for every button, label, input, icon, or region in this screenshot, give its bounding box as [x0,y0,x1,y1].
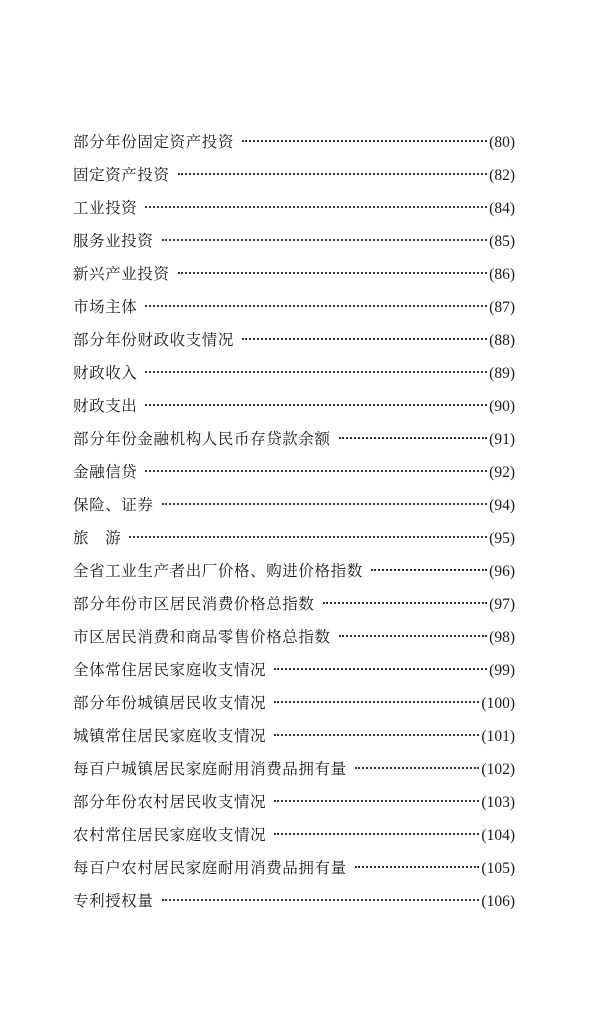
toc-entry-title: 农村常住居民家庭收支情况 [73,826,267,844]
toc-entry[interactable] [73,230,515,263]
toc-dot-leader [274,800,479,802]
toc-entry-page-number: (99) [489,662,515,679]
toc-entry-page-number: (100) [481,695,515,712]
toc-entry-title: 部分年份金融机构人民币存贷款余额 [73,430,331,448]
toc-entry[interactable] [73,329,515,362]
toc-entry[interactable] [73,461,515,494]
toc-entry[interactable] [73,131,515,164]
toc-entry[interactable] [73,791,515,824]
toc-entry-page-number: (87) [489,299,515,316]
toc-entry-page-number: (104) [481,827,515,844]
toc-entry-title: 部分年份财政收支情况 [73,331,235,349]
toc-entry-page-number: (96) [489,563,515,580]
table-of-contents [73,131,515,923]
toc-dot-leader [145,470,487,472]
toc-entry[interactable] [73,626,515,659]
toc-entry-title: 市区居民消费和商品零售价格总指数 [73,628,331,646]
toc-entry[interactable] [73,758,515,791]
toc-entry-title: 专利授权量 [73,892,154,910]
toc-entry-title: 部分年份固定资产投资 [73,133,235,151]
toc-entry-page-number: (84) [489,200,515,217]
toc-entry[interactable] [73,890,515,923]
toc-dot-leader [178,272,488,274]
toc-dot-leader [145,404,487,406]
toc-entry[interactable] [73,659,515,692]
toc-entry[interactable] [73,527,515,560]
toc-entry-page-number: (103) [481,794,515,811]
toc-entry-page-number: (89) [489,365,515,382]
toc-entry-page-number: (101) [481,728,515,745]
toc-entry[interactable] [73,725,515,758]
toc-entry-page-number: (102) [481,761,515,778]
toc-entry-page-number: (88) [489,332,515,349]
toc-entry[interactable] [73,197,515,230]
toc-dot-leader [162,239,488,241]
toc-entry-page-number: (95) [489,530,515,547]
toc-entry-title: 部分年份市区居民消费价格总指数 [73,595,315,613]
toc-entry-title: 全省工业生产者出厂价格、购进价格指数 [73,562,363,580]
toc-entry[interactable] [73,593,515,626]
toc-entry[interactable] [73,263,515,296]
toc-entry[interactable] [73,362,515,395]
toc-entry-title: 每百户农村居民家庭耐用消费品拥有量 [73,859,347,877]
toc-entry[interactable] [73,395,515,428]
toc-entry[interactable] [73,560,515,593]
toc-entry-title: 全体常住居民家庭收支情况 [73,661,267,679]
toc-entry[interactable] [73,692,515,725]
toc-dot-leader [355,866,480,868]
toc-entry-title: 每百户城镇居民家庭耐用消费品拥有量 [73,760,347,778]
toc-entry-title: 固定资产投资 [73,166,170,184]
toc-entry-title: 市场主体 [73,298,138,316]
toc-entry-page-number: (86) [489,266,515,283]
toc-entry-title: 财政收入 [73,364,138,382]
toc-dot-leader [339,437,488,439]
toc-dot-leader [162,503,488,505]
toc-entry-title: 服务业投资 [73,232,154,250]
toc-dot-leader [242,338,487,340]
toc-dot-leader [129,536,487,538]
toc-entry-title: 新兴产业投资 [73,265,170,283]
toc-entry-page-number: (90) [489,398,515,415]
toc-entry-page-number: (82) [489,167,515,184]
toc-entry[interactable] [73,428,515,461]
toc-entry-page-number: (98) [489,629,515,646]
toc-dot-leader [242,140,487,142]
toc-entry-page-number: (92) [489,464,515,481]
toc-entry-page-number: (105) [481,860,515,877]
toc-dot-leader [274,668,487,670]
toc-dot-leader [339,635,488,637]
toc-entry-title: 部分年份城镇居民收支情况 [73,694,267,712]
toc-dot-leader [371,569,487,571]
toc-entry[interactable] [73,494,515,527]
toc-dot-leader [274,833,479,835]
toc-dot-leader [145,371,487,373]
toc-entry-title: 部分年份农村居民收支情况 [73,793,267,811]
toc-dot-leader [355,767,480,769]
toc-entry-title: 城镇常住居民家庭收支情况 [73,727,267,745]
toc-entry-page-number: (94) [489,497,515,514]
toc-entry-page-number: (106) [481,893,515,910]
toc-dot-leader [323,602,488,604]
toc-dot-leader [274,701,479,703]
toc-dot-leader [145,305,487,307]
toc-entry-page-number: (91) [489,431,515,448]
toc-entry-title: 保险、证券 [73,496,154,514]
toc-entry[interactable] [73,857,515,890]
toc-entry[interactable] [73,164,515,197]
toc-dot-leader [145,206,487,208]
toc-entry-title: 旅 游 [73,529,122,547]
toc-entry-page-number: (80) [489,134,515,151]
toc-dot-leader [162,899,480,901]
toc-entry[interactable] [73,296,515,329]
toc-entry-page-number: (85) [489,233,515,250]
toc-entry-title: 工业投资 [73,199,138,217]
toc-entry[interactable] [73,824,515,857]
toc-entry-title: 金融信贷 [73,463,138,481]
toc-entry-title: 财政支出 [73,397,138,415]
toc-entry-page-number: (97) [489,596,515,613]
toc-dot-leader [274,734,479,736]
toc-dot-leader [178,173,488,175]
